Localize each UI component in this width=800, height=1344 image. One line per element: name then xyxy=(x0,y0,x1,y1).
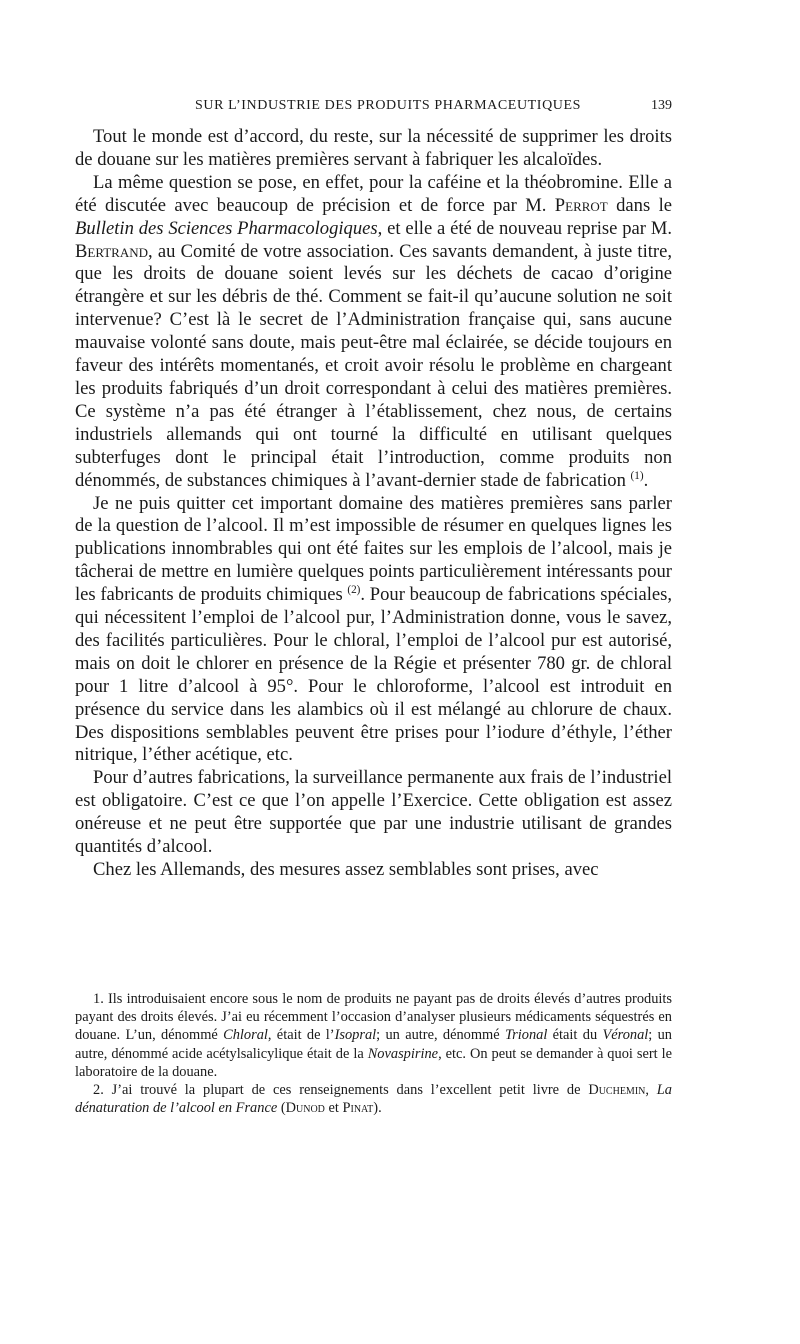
author-duchemin: Duchemin xyxy=(588,1082,646,1099)
paragraph-2-text-4: , au Comité de votre association. Ces savants demandent, à juste titre, que les droits de douane soient levés sur les déchets de cacao d’origine étrangère et sur les débris de thé. Comment se fait-il qu’aucune solution ne soit intervenue? C’est là le secret de l’Administration française qui, sans aucune mauvaise volonté sans doute, mais peut-être mal éclairée, se décide toujours en faveur des intérêts momentanés, et croit avoir résolu le problème en chargeant les produits fabriqués d’un droit correspondant à celui des matières premières. Ce système n’a pas été étranger à l’établissement, chez nous, de certains industriels allemands qui ont tourné la difficulté en utilisant quelques subterfuges dont le principal était l’introduction, comme produits non dénommés, de substances chimiques à l’avant-dernier stade de fabrication xyxy=(75,240,672,491)
footnote-2-text-5: ). xyxy=(373,1100,382,1117)
drug-isopral: Isopral xyxy=(334,1027,377,1044)
footnote-2-text-3: ( xyxy=(277,1100,286,1117)
paragraph-3-text-1: Je ne puis quitter cet important domaine des matières premières sans parler de la question de l’alcool. Il m’est impossible de résumer en quelques lignes les publications innombrables qui ont été faites sur les emplois de l’alcool, mais je tâcherai de mettre en lumière quelques points particulièrement intéressants pour les fabricants de produits chimiques xyxy=(75,492,672,606)
author-bertrand: Bertrand xyxy=(75,240,149,262)
book-title: La dénaturation de l’alcool en France xyxy=(75,1082,672,1117)
paragraph-2-text-5: . xyxy=(643,469,649,491)
footnote-2-text-4: et xyxy=(324,1100,343,1117)
paragraph-1: Tout le monde est d’accord, du reste, sur la nécessité de supprimer les droits de douane sur les matières premières servant à fabriquer les alcaloïdes. xyxy=(75,126,672,170)
drug-trional: Trional xyxy=(504,1027,548,1044)
footnote-1-text-4: était du xyxy=(547,1027,603,1044)
body-text xyxy=(75,126,672,882)
footnote-ref-2: (2) xyxy=(347,583,361,596)
paragraph-2 xyxy=(75,172,672,493)
footnote-1-text-2: , était de l’ xyxy=(267,1027,335,1044)
page-number: 139 xyxy=(651,98,672,113)
footnote-2 xyxy=(75,1081,672,1117)
footnote-1-text-6: , etc. On peut se demander à quoi sert le laboratoire de la douane. xyxy=(75,1045,672,1080)
paragraph-3 xyxy=(75,493,672,768)
author-perrot: Perrot xyxy=(554,194,608,216)
journal-title: Bulletin des Sciences Pharmacologiques xyxy=(75,217,378,239)
footnotes xyxy=(75,990,672,1117)
footnote-2-text-1: 2. J’ai trouvé la plupart de ces renseignements dans l’excellent petit livre de xyxy=(93,1082,589,1099)
paragraph-4: Pour d’autres fabrications, la surveillance permanente aux frais de l’industriel est obligatoire. C’est ce que l’on appelle l’Exercice. Cette obligation est assez onéreuse et ne peut être supportée que par une industrie utilisant de grandes quantités d’alcool. xyxy=(75,767,672,858)
publisher-pinat: Pinat xyxy=(342,1100,374,1117)
running-title: SUR L’INDUSTRIE DES PRODUITS PHARMACEUTIQUES xyxy=(195,98,582,113)
footnote-1-text-3: ; un autre, dénommé xyxy=(376,1027,505,1044)
footnote-1 xyxy=(75,990,672,1081)
paragraph-2-text-2: dans le xyxy=(607,194,672,216)
drug-veronal: Véronal xyxy=(602,1027,649,1044)
paragraph-2-text-1: La même question se pose, en effet, pour la caféine et la théobromine. Elle a été discutée avec beaucoup de précision et de force par M. xyxy=(75,171,672,216)
footnote-1-text-5: ; un autre, dénommé acide acétylsalicylique était de la xyxy=(75,1027,672,1062)
publisher-dunod: Dunod xyxy=(285,1100,325,1117)
paragraph-3-text-2: . Pour beaucoup de fabrications spéciales, qui nécessitent l’emploi de l’alcool pur, l’Administration donne, vous le savez, des facilités particulières. Pour le chloral, l’emploi de l’alcool pur est autorisé, mais on doit le chlorer en présence de la Régie et présenter 780 gr. de chloral pour 1 litre d’alcool à 95°. Pour le chloroforme, l’alcool est introduit en présence du service dans les alambics où il est mélangé au chlorure de chaux. Des dispositions semblables peuvent être prises pour l’iodure d’éthyle, l’éther nitrique, l’éther acétique, etc. xyxy=(75,584,673,766)
paragraph-2-text-3: , et elle a été de nouveau reprise par M. xyxy=(377,217,673,239)
footnote-ref-1: (1) xyxy=(630,469,644,482)
footnote-2-text-2: , xyxy=(645,1082,657,1099)
drug-chloral: Chloral xyxy=(223,1027,268,1044)
running-head xyxy=(75,98,672,118)
paragraph-5: Chez les Allemands, des mesures assez semblables sont prises, avec xyxy=(93,859,599,880)
drug-novaspirine: Novaspirine xyxy=(367,1045,439,1062)
footnote-1-text-1: 1. Ils introduisaient encore sous le nom de produits ne payant pas de droits élevés d’autres produits payant des droits élevés. J’ai eu récemment l’occasion d’analyser plusieurs médicaments séquestrés en douane. L’un, dénommé xyxy=(75,991,672,1044)
